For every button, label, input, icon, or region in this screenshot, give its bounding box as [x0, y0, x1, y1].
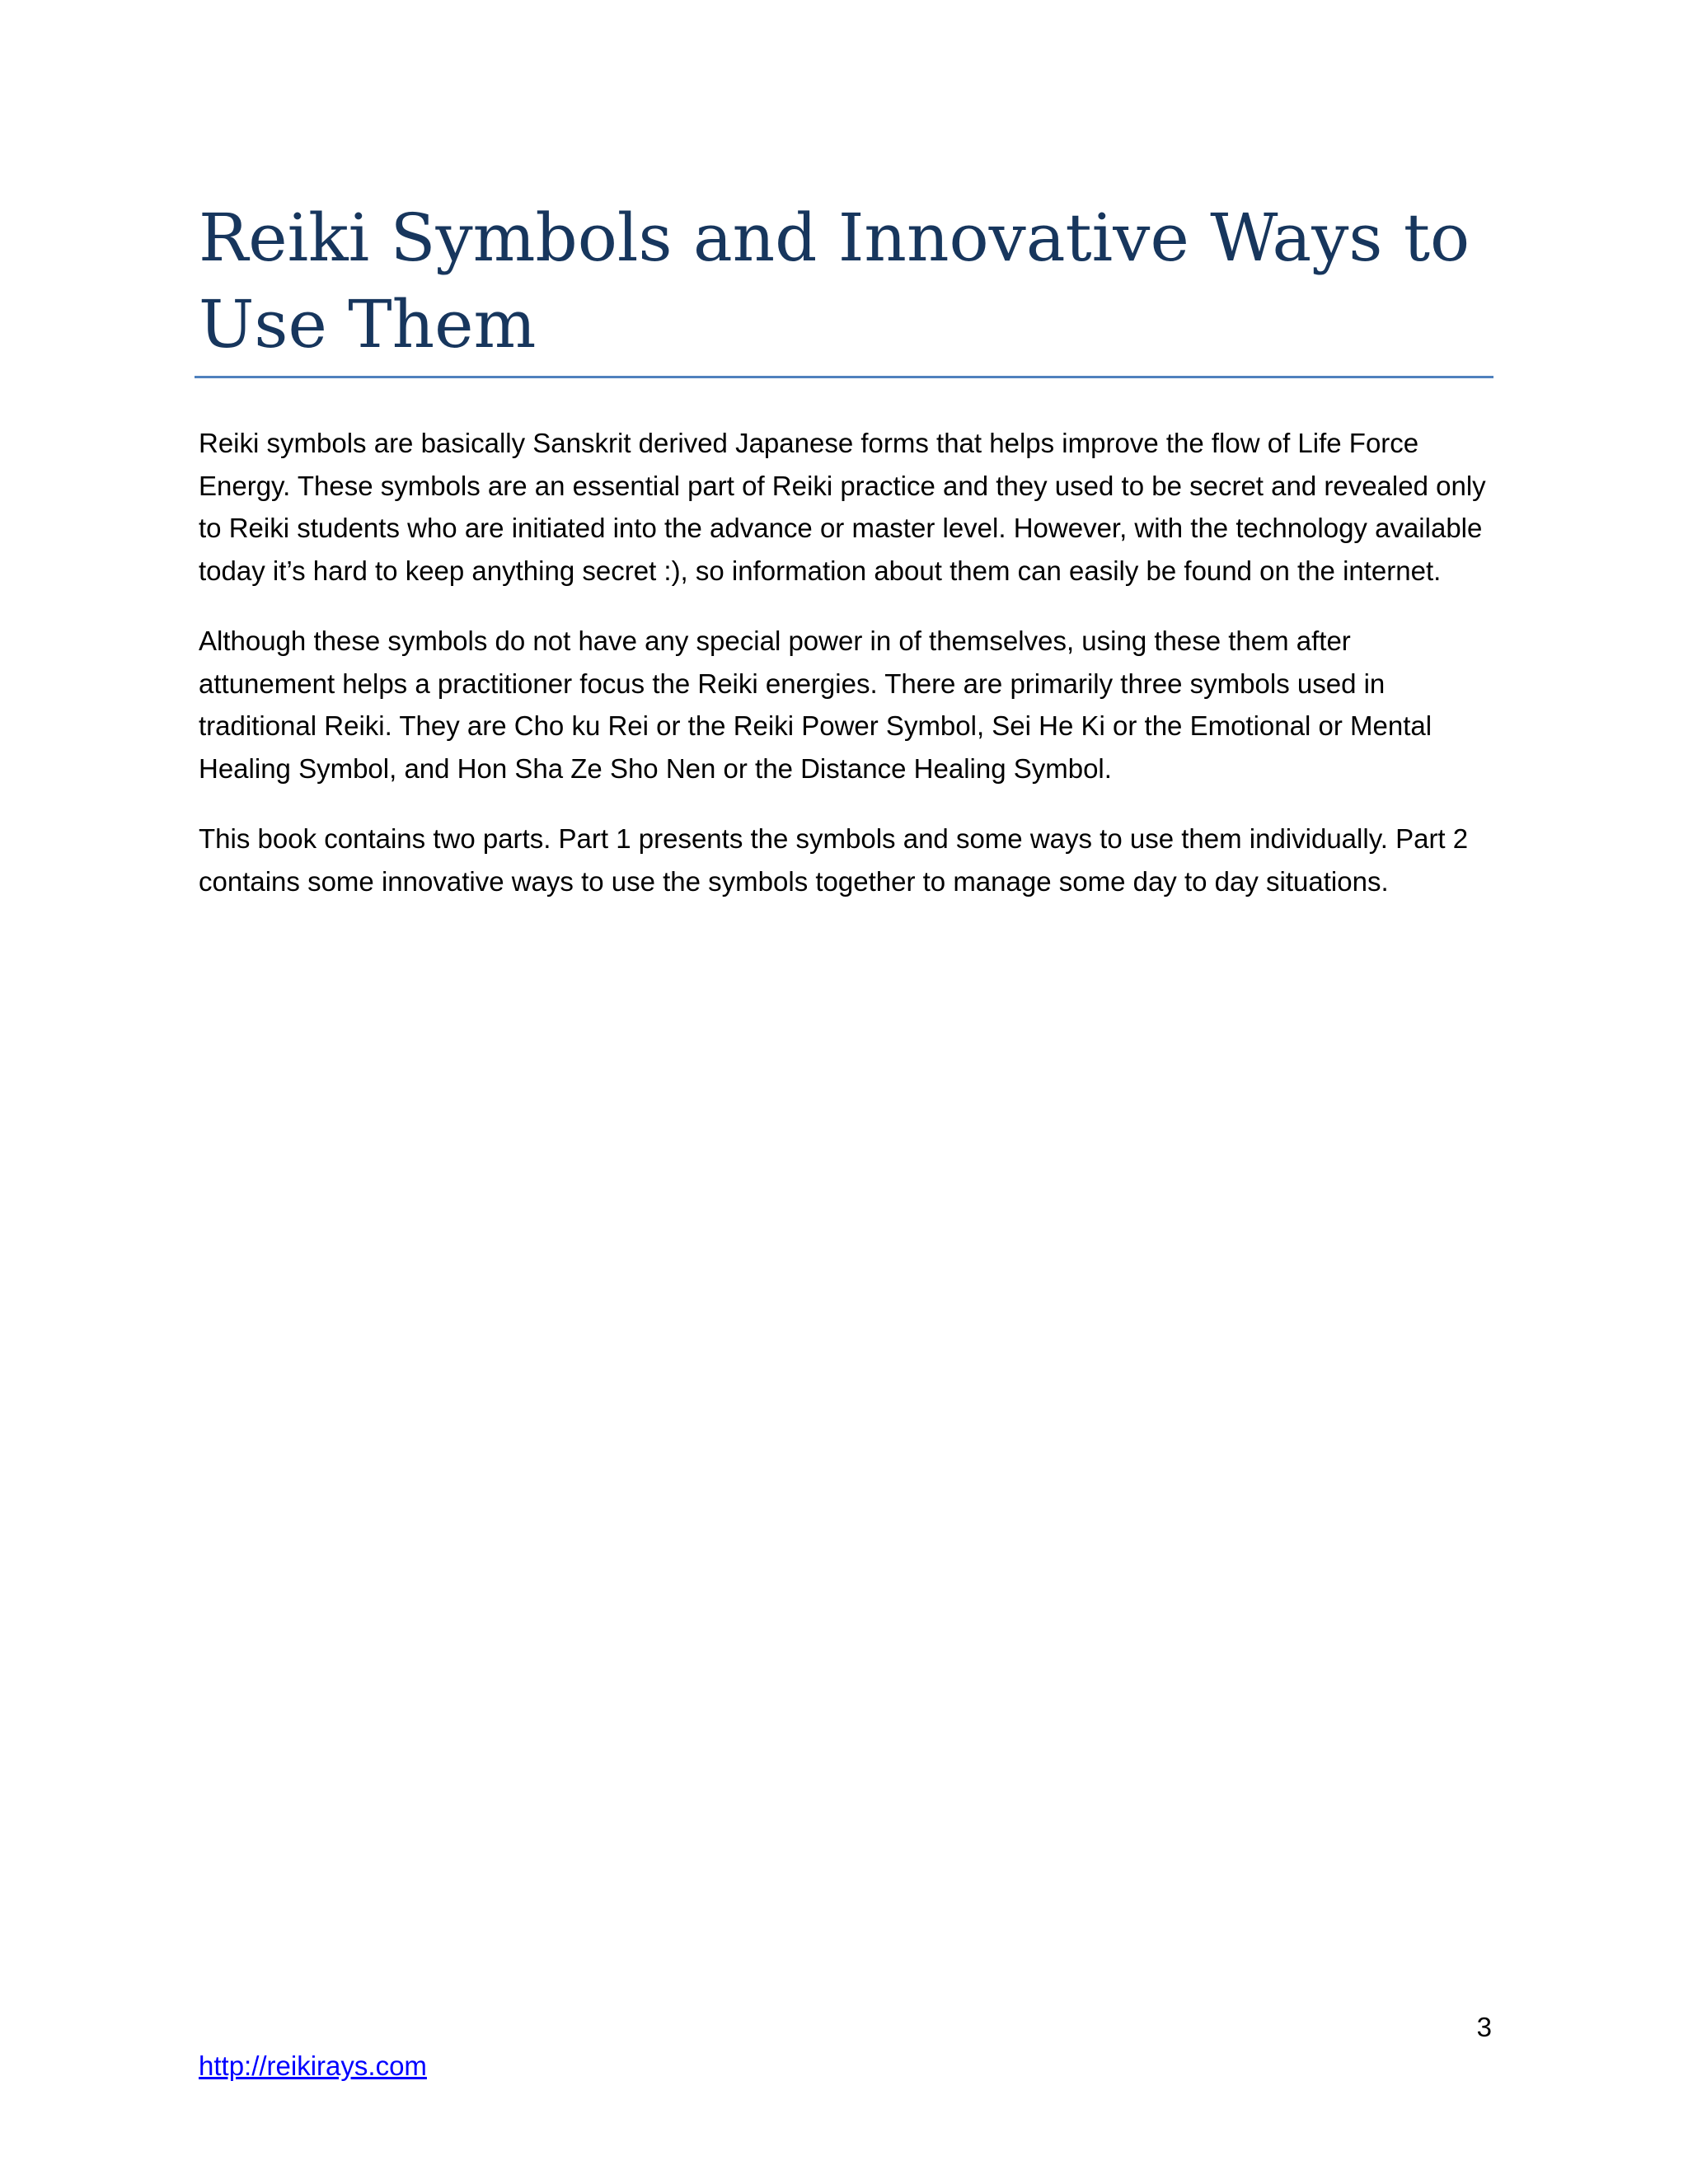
footer-website-link[interactable]: http://reikirays.com [199, 2050, 427, 2081]
paragraph-3: This book contains two parts. Part 1 presents the symbols and some ways to use them individually. Part 2 contains some innovative ways to use the symbols together to manage some day to day situations. [199, 823, 1469, 897]
body-text [199, 422, 1489, 930]
paragraph-1: Reiki symbols are basically Sanskrit derived Japanese forms that helps improve the flow of Life Force Energy. These symbols are an essential part of Reiki practice and they used to be secret and revealed only to Reiki students who are initiated into the advance or master level. However, with the technology available today it’s hard to keep anything secret :), so information about them can easily be found on the internet. [199, 428, 1486, 586]
page-number: 3 [1476, 2012, 1492, 2042]
title-underline-divider [195, 376, 1493, 378]
paragraph-2: Although these symbols do not have any special power in of themselves, using these them after attunement helps a practitioner focus the Reiki energies. There are primarily three symbols used in traditional Reiki. They are Cho ku Rei or the Reiki Power Symbol, Sei He Ki or the Emotional or Mental Healing Symbol, and Hon Sha Ze Sho Nen or the Distance Healing Symbol. [199, 626, 1432, 784]
page-title: Reiki Symbols and Innovative Ways to Use Them [199, 199, 1470, 363]
